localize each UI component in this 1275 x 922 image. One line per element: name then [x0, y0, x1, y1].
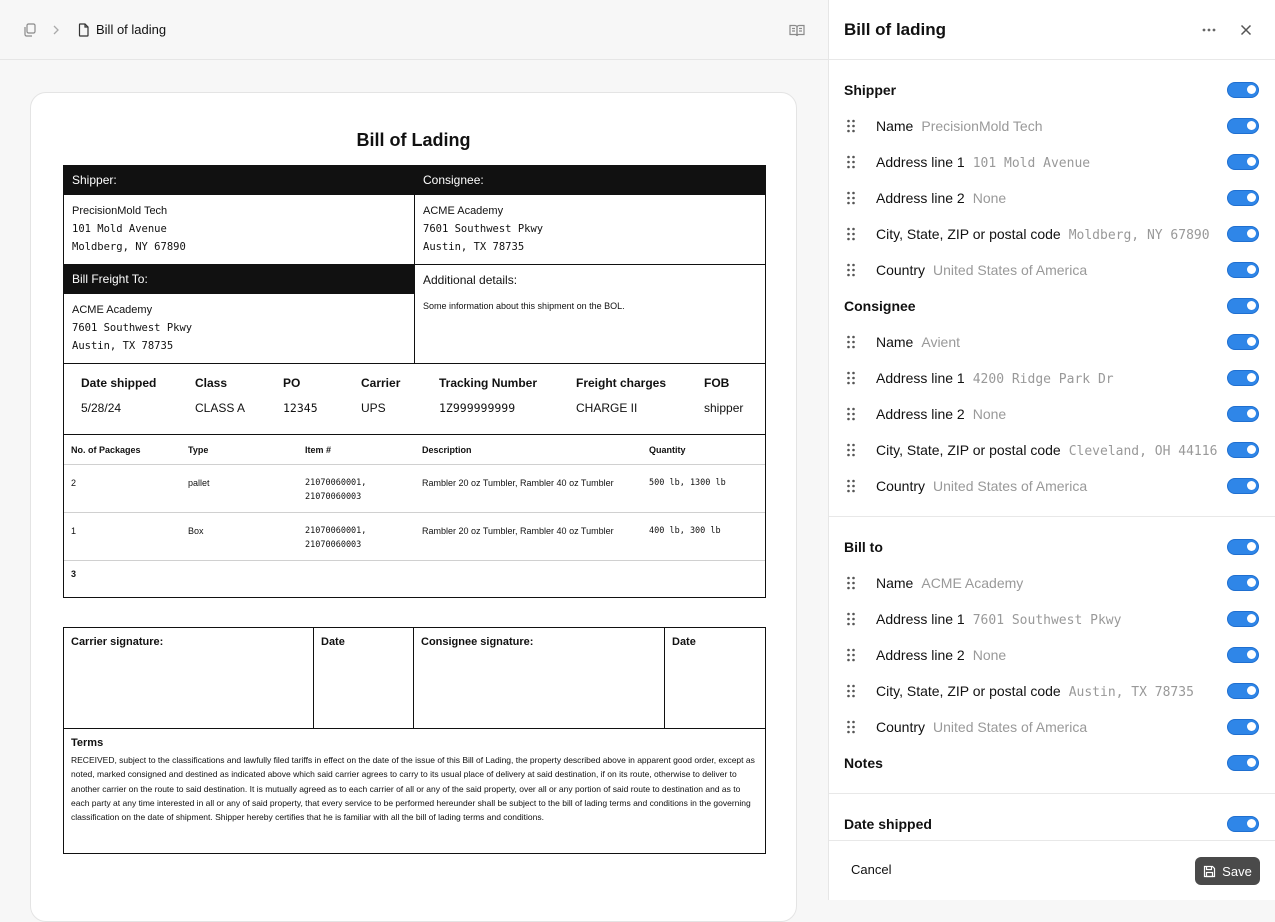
field-row [829, 709, 1275, 745]
bill-freight-to-box [63, 264, 415, 364]
field-toggle[interactable] [1227, 334, 1259, 350]
field-toggle[interactable] [1227, 611, 1259, 627]
field-label-wrap [876, 118, 1043, 134]
field-label-wrap [876, 406, 1006, 422]
address-line: PrecisionMold Tech [72, 205, 168, 217]
drag-handle-icon[interactable] [846, 191, 858, 205]
packages-header-row [64, 435, 765, 465]
field-value: ACME Academy [921, 575, 1024, 591]
document-card [30, 92, 797, 922]
drag-handle-icon[interactable] [846, 407, 858, 421]
field-label: Address line 2 [876, 406, 965, 422]
table-row [64, 465, 765, 513]
additional-details-text: Some information about this shipment on the BOL. [423, 301, 625, 311]
table-cell-type: Box [188, 526, 204, 536]
additional-details-label: Additional details: [423, 273, 518, 287]
field-label: Address line 1 [876, 610, 965, 627]
drag-handle-icon[interactable] [846, 479, 858, 493]
section-toggle[interactable] [1227, 755, 1259, 771]
shipment-header-cell: FOB [704, 376, 730, 390]
address-line: Moldberg, NY 67890 [72, 241, 186, 253]
drag-handle-icon[interactable] [846, 227, 858, 241]
drag-handle-icon[interactable] [846, 720, 858, 734]
signature-row [64, 628, 765, 728]
address-line: 101 Mold Avenue [72, 223, 167, 235]
address-line: ACME Academy [72, 304, 153, 316]
packages-table [63, 434, 766, 598]
packages-header-cell: Item # [305, 444, 332, 455]
book-icon[interactable] [787, 20, 807, 40]
additional-details-box [414, 264, 766, 364]
field-toggle[interactable] [1227, 647, 1259, 663]
field-value: 101 Mold Avenue [972, 155, 1091, 171]
panel-body [829, 60, 1275, 840]
address-line: 7601 Southwest Pkwy [423, 223, 544, 235]
field-toggle[interactable] [1227, 683, 1259, 699]
field-label: Address line 1 [876, 369, 965, 386]
panel-footer [829, 840, 1275, 900]
consignee-box [414, 165, 766, 265]
table-row [64, 513, 765, 561]
close-icon[interactable] [1236, 20, 1256, 40]
shipper-address [64, 195, 414, 263]
signatures-and-terms-box [63, 627, 766, 854]
field-label: City, State, ZIP or postal code [876, 682, 1061, 699]
carrier-signature-label: Carrier signature: [64, 628, 314, 728]
shipper-header: Shipper: [64, 166, 414, 195]
top-bar [0, 0, 828, 60]
table-cell-quantity: 400 lb, 300 lb [649, 526, 721, 536]
field-toggle[interactable] [1227, 190, 1259, 206]
field-label: Country [876, 719, 926, 735]
field-value: Cleveland, OH 44116 [1068, 443, 1218, 459]
field-toggle[interactable] [1227, 262, 1259, 278]
field-row [829, 180, 1275, 216]
field-value: None [972, 190, 1007, 206]
field-label: Country [876, 478, 926, 494]
field-label: Address line 1 [876, 153, 965, 170]
section-bill-to [829, 529, 1275, 565]
field-value: None [972, 647, 1007, 663]
consignee-signature-label: Consignee signature: [414, 628, 665, 728]
field-row [829, 601, 1275, 637]
field-row [829, 565, 1275, 601]
section-title: Shipper [844, 82, 897, 98]
field-label: Address line 2 [876, 190, 965, 206]
cancel-button[interactable]: Cancel [851, 862, 892, 877]
field-value: United States of America [933, 262, 1088, 278]
field-label: Name [876, 575, 914, 591]
panel-spacer [829, 60, 1275, 72]
field-toggle[interactable] [1227, 478, 1259, 494]
field-row [829, 144, 1275, 180]
drag-handle-icon[interactable] [846, 335, 858, 349]
field-label-wrap [876, 190, 1006, 206]
field-value: United States of America [933, 719, 1088, 735]
section-divider [829, 516, 1275, 517]
field-label-wrap [876, 683, 1194, 700]
section-toggle[interactable] [1227, 539, 1259, 555]
section-title: Bill to [844, 539, 883, 555]
drag-handle-icon[interactable] [846, 576, 858, 590]
field-label-wrap [876, 154, 1090, 171]
section-notes [829, 745, 1275, 781]
section-consignee [829, 288, 1275, 324]
section-title: Date shipped [844, 816, 932, 832]
field-label: Country [876, 262, 926, 278]
section-shipper [829, 72, 1275, 108]
field-value: None [972, 406, 1007, 422]
packages-rows [64, 465, 765, 561]
chevron-right-icon [46, 20, 66, 40]
shipment-header-cell: Tracking Number [439, 376, 538, 390]
shipment-value-cell: CHARGE II [576, 401, 638, 415]
field-row [829, 637, 1275, 673]
shipment-value-cell: UPS [361, 401, 386, 415]
field-row [829, 216, 1275, 252]
field-value: Moldberg, NY 67890 [1068, 227, 1210, 243]
field-row [829, 432, 1275, 468]
field-toggle[interactable] [1227, 226, 1259, 242]
consignee-header: Consignee: [415, 166, 765, 195]
drag-handle-icon[interactable] [846, 119, 858, 133]
packages-header-cell: Quantity [649, 444, 686, 455]
section-date-shipped [829, 806, 1275, 840]
field-value: PrecisionMold Tech [921, 118, 1043, 134]
field-row [829, 108, 1275, 144]
drag-handle-icon[interactable] [846, 263, 858, 277]
save-icon [1203, 865, 1216, 878]
document-title: Bill of Lading [356, 130, 471, 150]
address-line: ACME Academy [423, 205, 504, 217]
table-cell-count: 1 [71, 526, 77, 536]
table-cell-type: pallet [188, 478, 210, 488]
section-toggle[interactable] [1227, 816, 1259, 832]
field-toggle[interactable] [1227, 370, 1259, 386]
field-label-wrap [876, 611, 1121, 628]
drag-handle-icon[interactable] [846, 648, 858, 662]
field-row [829, 673, 1275, 709]
table-cell-quantity: 500 lb, 1300 lb [649, 478, 726, 488]
panel-header [829, 0, 1275, 60]
drag-handle-icon[interactable] [846, 443, 858, 457]
table-cell-item: 21070060001, 21070060003 [305, 478, 367, 502]
field-label-wrap [876, 442, 1217, 459]
packages-header-cell: No. of Packages [71, 444, 141, 455]
copy-icon[interactable] [20, 20, 40, 40]
field-label-wrap [876, 226, 1210, 243]
packages-header-cell: Type [188, 444, 209, 455]
bill-freight-to-header: Bill Freight To: [64, 265, 414, 294]
shipment-value-cell: 12345 [283, 401, 318, 415]
field-row [829, 324, 1275, 360]
field-label: Name [876, 118, 914, 134]
field-label-wrap [876, 719, 1087, 735]
drag-handle-icon[interactable] [846, 684, 858, 698]
shipment-header-cell: Freight charges [576, 376, 667, 390]
field-label: Address line 2 [876, 647, 965, 663]
field-label-wrap [876, 575, 1023, 591]
section-title: Notes [844, 755, 883, 771]
shipper-box [63, 165, 415, 265]
shipment-value-cell: 1Z999999999 [439, 401, 516, 415]
table-cell-description: Rambler 20 oz Tumbler, Rambler 40 oz Tumbler [422, 478, 614, 488]
packages-total: 3 [71, 569, 77, 579]
field-label: Name [876, 334, 914, 350]
field-row [829, 468, 1275, 504]
shipment-info-table [64, 364, 765, 421]
address-line: Austin, TX 78735 [423, 241, 525, 253]
terms-section [64, 728, 765, 824]
consignee-address [415, 195, 765, 263]
carrier-date-label: Date [314, 628, 414, 728]
section-toggle[interactable] [1227, 298, 1259, 314]
field-label-wrap [876, 370, 1114, 387]
drag-handle-icon[interactable] [846, 155, 858, 169]
field-row [829, 252, 1275, 288]
drag-handle-icon[interactable] [846, 612, 858, 626]
field-toggle[interactable] [1227, 118, 1259, 134]
field-label: City, State, ZIP or postal code [876, 441, 1061, 458]
terms-title: Terms [71, 737, 104, 749]
shipment-value-cell: CLASS A [195, 401, 246, 415]
breadcrumb-title[interactable]: Bill of lading [96, 22, 167, 37]
field-value: United States of America [933, 478, 1088, 494]
field-toggle[interactable] [1227, 719, 1259, 735]
terms-text: RECEIVED, subject to the classifications and lawfully filed tariffs in effect on the date of the issue of this Bill of Lading, the property described above in apparent good order, except as noted, marked consigned and destined as indicated above which said carrier agrees to carry to its usual place of delivery at said destination, if on its route, otherwise to deliver to another carrier on the route to said destination. It is mutually agreed as to each carrier of all or any of the said property, over all or any portion of said route to destination and as to each party at any time interested in all or any of said property, that every service to be performed hereunder shall be subject to the bill of lading terms and conditions in the governing classification on the date of shipment. Shipper hereby certifies that he is familiar with all the bill of lading terms and conditions. [71, 755, 755, 823]
shipment-header-cell: Date shipped [81, 376, 157, 390]
field-value: 7601 Southwest Pkwy [972, 612, 1122, 628]
field-label-wrap [876, 262, 1087, 278]
field-value: Avient [921, 334, 961, 350]
save-button[interactable] [1195, 857, 1260, 885]
field-toggle[interactable] [1227, 575, 1259, 591]
field-label: City, State, ZIP or postal code [876, 225, 1061, 242]
panel-title: Bill of lading [844, 20, 946, 39]
field-label-wrap [876, 478, 1087, 494]
section-toggle[interactable] [1227, 82, 1259, 98]
document-icon [74, 20, 94, 40]
shipment-value-cell: shipper [704, 401, 744, 415]
shipment-header-cell: Carrier [361, 376, 401, 390]
field-row [829, 360, 1275, 396]
shipment-info-box [63, 363, 766, 435]
consignee-date-label: Date [672, 636, 696, 648]
address-line: Austin, TX 78735 [72, 340, 174, 352]
field-row [829, 396, 1275, 432]
address-line: 7601 Southwest Pkwy [72, 322, 193, 334]
table-cell-item: 21070060001, 21070060003 [305, 526, 367, 550]
shipment-header-cell: PO [283, 376, 301, 390]
field-label-wrap [876, 334, 960, 350]
table-cell-count: 2 [71, 478, 77, 488]
field-toggle[interactable] [1227, 406, 1259, 422]
field-toggle[interactable] [1227, 442, 1259, 458]
shipment-value-cell: 5/28/24 [81, 401, 122, 415]
section-divider [829, 793, 1275, 794]
bill-freight-to-address [64, 294, 414, 362]
edit-panel [828, 0, 1275, 900]
field-label-wrap [876, 647, 1006, 663]
drag-handle-icon[interactable] [846, 371, 858, 385]
section-title: Consignee [844, 298, 916, 314]
field-toggle[interactable] [1227, 154, 1259, 170]
table-cell-description: Rambler 20 oz Tumbler, Rambler 40 oz Tumbler [422, 526, 614, 536]
field-value: 4200 Ridge Park Dr [972, 371, 1114, 387]
packages-header-cell: Description [422, 444, 472, 455]
more-options-icon[interactable] [1199, 20, 1219, 40]
field-value: Austin, TX 78735 [1068, 684, 1194, 700]
shipment-header-cell: Class [195, 376, 228, 390]
save-label: Save [1222, 863, 1252, 879]
